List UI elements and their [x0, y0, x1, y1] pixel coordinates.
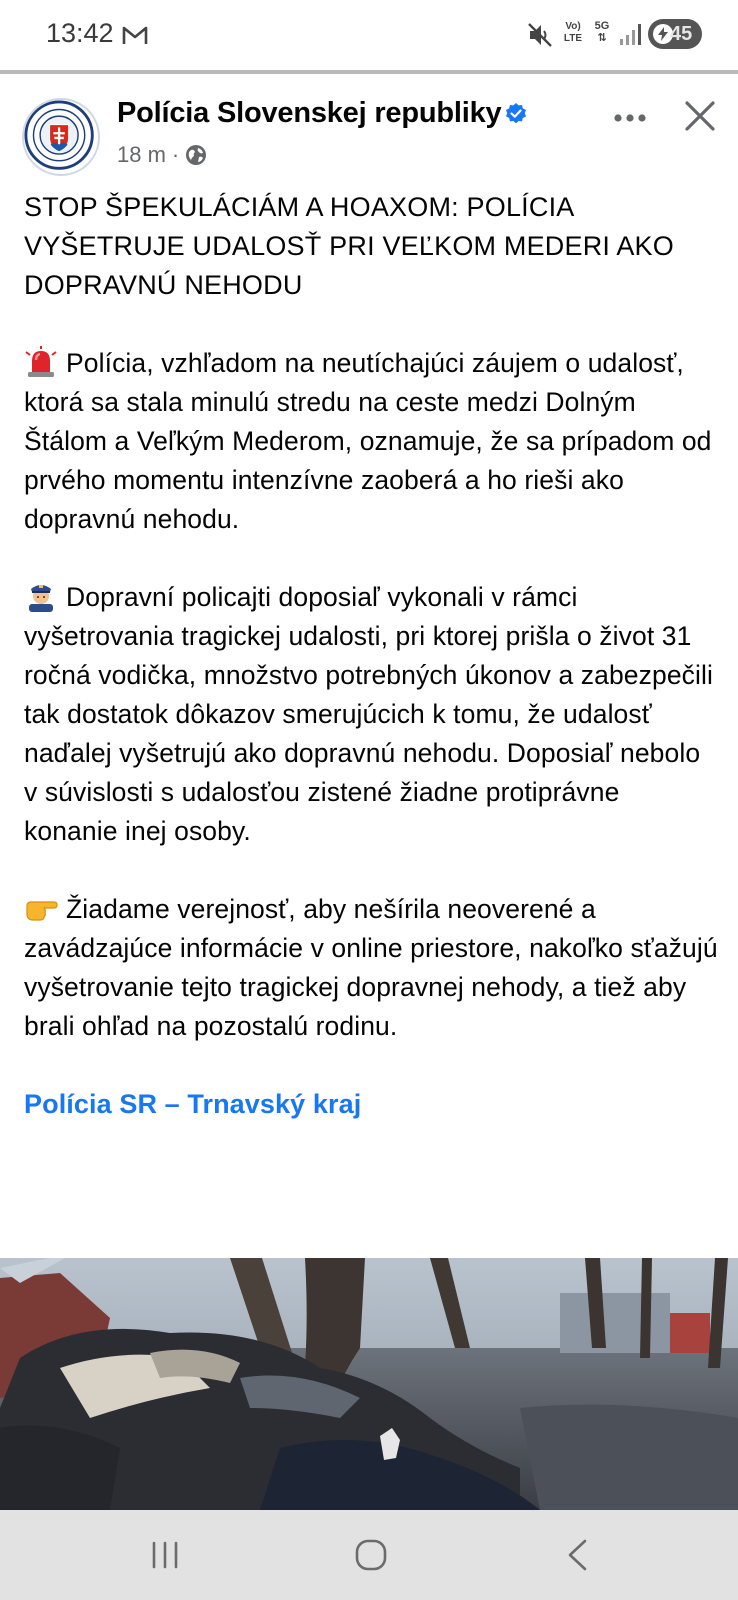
paragraph-2	[24, 578, 720, 851]
mute-icon	[527, 22, 553, 48]
status-time: 13:42	[46, 18, 114, 48]
home-icon[interactable]	[354, 1538, 388, 1572]
signal-icon	[619, 22, 641, 46]
post-time[interactable]: 18 m	[117, 142, 166, 167]
battery-level: 45	[670, 23, 693, 45]
more-options-icon[interactable]	[612, 104, 648, 132]
post-photo[interactable]	[0, 1258, 738, 1510]
post-body	[24, 188, 720, 1124]
verified-badge-icon	[504, 102, 528, 126]
header-divider	[0, 70, 738, 74]
data-arrows-icon: ⇅	[597, 32, 607, 44]
paragraph-1	[24, 344, 720, 539]
paragraph-3-text: Žiadame verejnosť, aby nešírila neoverené a zavádzajúce informácie v online priestore, nakoľko sťažujú vyšetrovanie tejto tragickej dopravnej nehody, a tiež aby brali ohľad na pozostalú rodinu.	[24, 894, 718, 1041]
police-light-emoji	[24, 346, 58, 378]
status-bar	[0, 0, 738, 70]
volte-top-label: Vo)	[565, 21, 581, 32]
paragraph-3	[24, 890, 720, 1046]
volte-icon	[561, 21, 585, 49]
page-link[interactable]: Polícia SR – Trnavský kraj	[24, 1089, 362, 1119]
back-icon[interactable]	[565, 1538, 589, 1572]
battery-icon	[648, 19, 702, 49]
post-title: STOP ŠPEKULÁCIÁM A HOAXOM: POLÍCIA VYŠETRUJE UDALOSŤ PRI VEĽKOM MEDERI AKO DOPRAVNÚ NEHODU	[24, 192, 674, 300]
system-nav-bar	[0, 1510, 738, 1600]
paragraph-1-text: Polícia, vzhľadom na neutíchajúci záujem o udalosť, ktorá sa stala minulú stredu na ceste medzi Dolným Štálom a Veľkým Mederom, oznamuje, že sa prípadom od prvého momentu intenzívne zaoberá a ho rieši ako dopravnú nehodu.	[24, 348, 712, 534]
police-badge-logo	[24, 100, 98, 174]
paragraph-2-text: Dopravní policajti doposiaľ vykonali v rámci vyšetrovania tragickej udalosti, pri ktorej prišla o život 31 ročná vodička, množstvo potrebných úkonov a zabezpečili tak dostatok dôkazov smerujúcich k tomu, že udalosť naďalej vyšetrujú ako dopravnú nehodu. Doposiaľ nebolo v súvislosti s udalosťou zistené žiadne protiprávne konanie inej osoby.	[24, 582, 713, 846]
gmail-icon	[122, 24, 148, 46]
5g-icon	[591, 20, 613, 50]
pointing-hand-emoji	[24, 892, 58, 924]
post-meta	[117, 142, 207, 168]
recent-apps-icon[interactable]	[150, 1540, 180, 1570]
avatar[interactable]	[22, 98, 100, 176]
police-officer-emoji	[24, 580, 58, 612]
volte-bottom-label: LTE	[563, 33, 583, 44]
meta-separator: ·	[171, 142, 180, 167]
network-label: 5G	[594, 20, 610, 32]
close-icon[interactable]	[684, 100, 716, 132]
page-name[interactable]: Polícia Slovenskej republiky	[117, 97, 502, 129]
globe-icon	[185, 144, 207, 166]
